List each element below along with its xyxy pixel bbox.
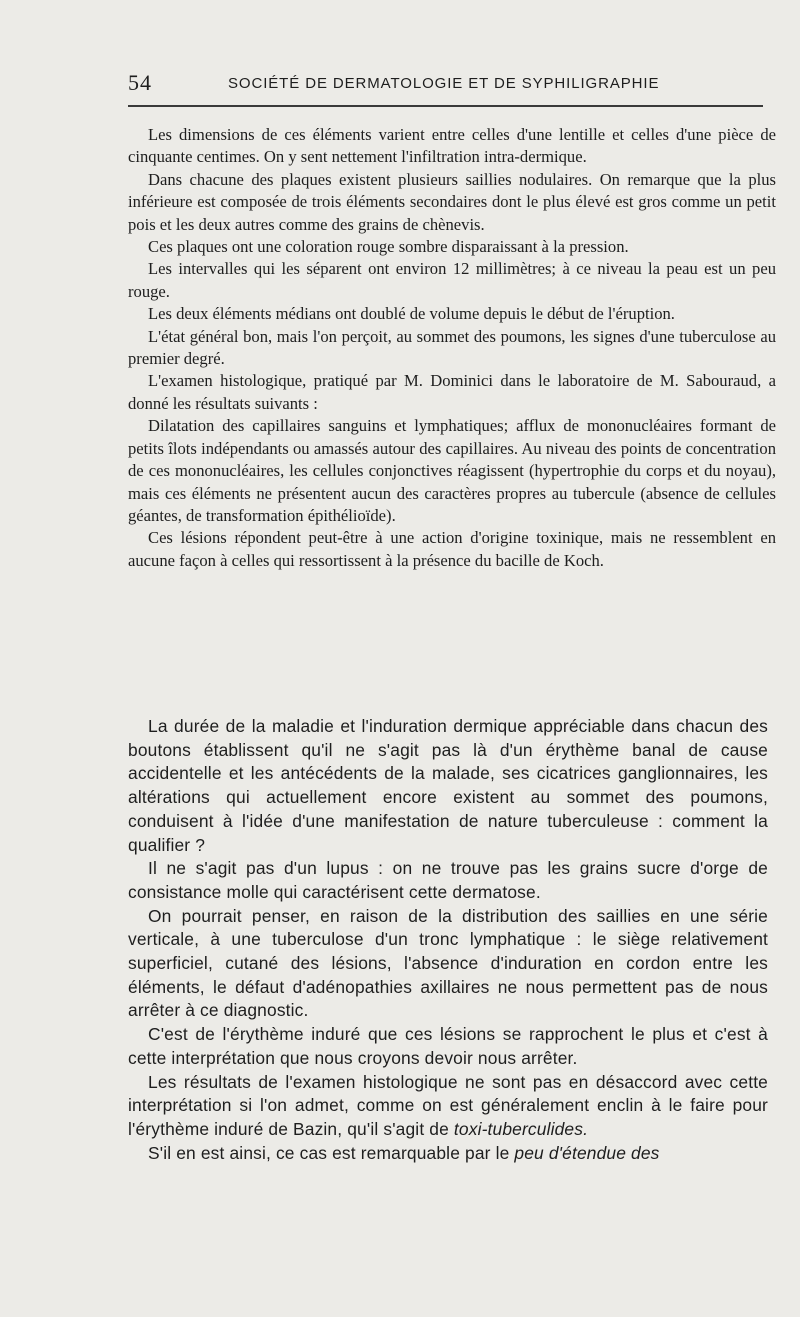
paragraph: C'est de l'érythème induré que ces lésions se rapprochent le plus et c'est à cette interprétation que nous croyons devoir nous arrêter. (128, 1024, 768, 1068)
paragraph (128, 1142, 768, 1166)
case-description-section (128, 124, 776, 572)
paragraph: Dans chacune des plaques existent plusieurs saillies nodulaires. On remarque que la plus inférieure est composée de trois éléments secondaires dont le plus élevé est gros comme un petit pois et les deux autres comme des grains de chènevis. (128, 169, 776, 234)
paragraph: Les deux éléments médians ont doublé de volume depuis le début de l'éruption. (148, 304, 675, 324)
header-rule (128, 105, 763, 107)
paragraph: La durée de la maladie et l'induration dermique appréciable dans chacun des boutons établissent qu'il ne s'agit pas là d'un érythème banal de cause accidentelle et les antécédents de la malade, ses cicatrices ganglionnaires, les altérations qui actuellement encore existent au sommet des poumons, conduisent à l'idée d'une manifestation de nature tuberculeuse : comment la qualifier ? (128, 716, 768, 855)
paragraph: Les dimensions de ces éléments varient entre celles d'une lentille et celles d'une pièce de cinquante centimes. On y sent nettement l'infiltration intra-dermique. (128, 125, 776, 167)
paragraph: L'examen histologique, pratiqué par M. Dominici dans le laboratoire de M. Sabouraud, a donné les résultats suivants : (128, 371, 776, 413)
paragraph-text: S'il en est ainsi, ce cas est remarquable par le (148, 1142, 510, 1163)
running-title: SOCIÉTÉ DE DERMATOLOGIE ET DE SYPHILIGRAPHIE (228, 75, 660, 92)
paragraph: Dilatation des capillaires sanguins et lymphatiques; afflux de mononucléaires formant de petits îlots indépendants ou amassés autour des capillaires. Au niveau des points de concentration de ces mononucléaires, les cellules conjonctives réagissent (hypertrophie du corps et du noyau), mais ces éléments ne présentent aucun des caractères propres au tubercule (absence de cellules géantes, de transformation épithélioïde). (128, 416, 776, 525)
paragraph: Les intervalles qui les séparent ont environ 12 millimètres; à ce niveau la peau est un peu rouge. (128, 259, 776, 301)
italic-term: peu d'étendue des (514, 1142, 660, 1163)
italic-term: toxi-tuberculides. (453, 1118, 589, 1139)
paragraph: L'état général bon, mais l'on perçoit, au sommet des poumons, les signes d'une tuberculose au premier degré. (128, 326, 776, 369)
paragraph: Ces plaques ont une coloration rouge sombre disparaissant à la pression. (148, 237, 629, 257)
page-header (128, 70, 768, 100)
discussion-section (128, 715, 768, 1165)
paragraph (128, 1071, 768, 1142)
paragraph: On pourrait penser, en raison de la distribution des saillies en une série verticale, à une tuberculose d'un tronc lymphatique : le siège relativement superficiel, cutané des lésions, l'absence d'induration en cordon entre les éléments, le défaut d'adénopathies axillaires ne nous permettent pas de nous arrêter à ce diagnostic. (128, 905, 768, 1021)
paragraph: Il ne s'agit pas d'un lupus : on ne trouve pas les grains sucre d'orge de consistance molle qui caractérisent cette dermatose. (128, 858, 768, 902)
paragraph-text: Les résultats de l'examen histologique ne sont pas en désaccord avec cette interprétation si l'on admet, comme on est généralement enclin à le faire pour l'érythème induré de Bazin, qu'il s'agit de (128, 1071, 768, 1139)
paragraph: Ces lésions répondent peut-être à une action d'origine toxinique, mais ne ressemblent en aucune façon à celles qui ressortissent à la présence du bacille de Koch. (128, 528, 776, 570)
page-number: 54 (128, 70, 152, 95)
